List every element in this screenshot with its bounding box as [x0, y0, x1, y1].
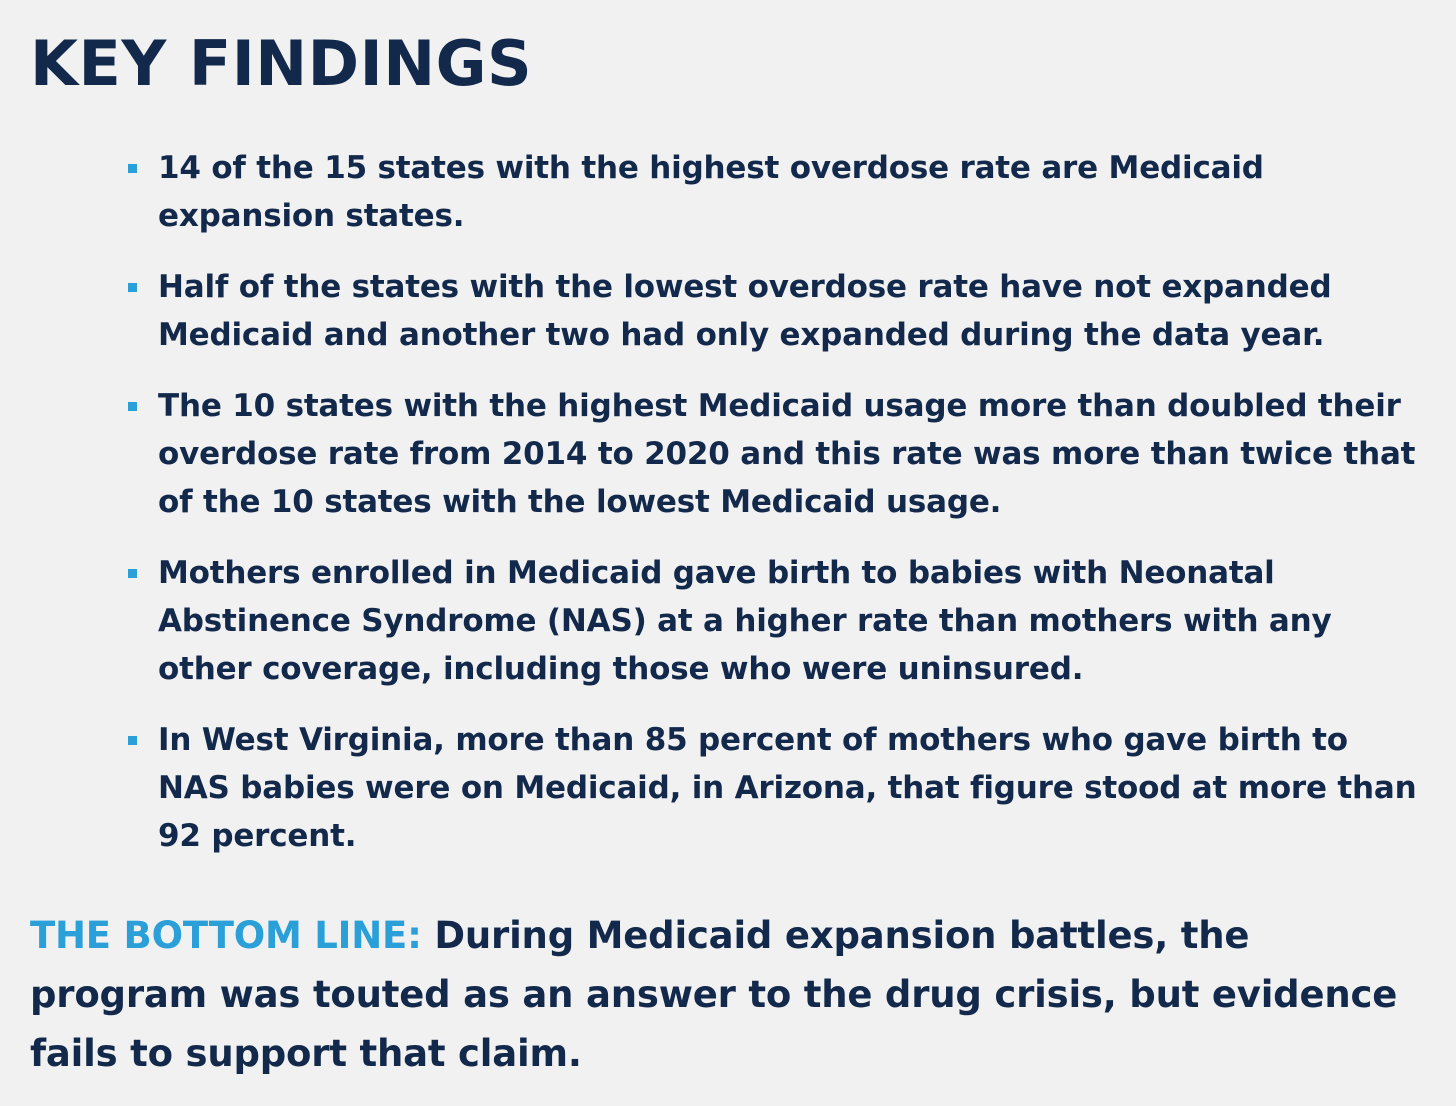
finding-item — [128, 144, 1428, 240]
finding-text: 14 of the 15 states with the highest overdose rate are Medicaid expansion states. — [158, 150, 1264, 234]
finding-text: In West Virginia, more than 85 percent of mothers who gave birth to NAS babies were on Medicaid, in Arizona, that figure stood at more than 92 percent. — [158, 722, 1417, 854]
finding-item — [128, 263, 1428, 359]
bottom-line-text: During Medicaid expansion battles, the program was touted as an answer to the drug crisis, but evidence fails to support that claim. — [30, 914, 1398, 1075]
findings-list — [128, 144, 1428, 883]
bottom-line-statement — [30, 906, 1430, 1083]
finding-text: Mothers enrolled in Medicaid gave birth to babies with Neonatal Abstinence Syndrome (NAS) at a higher rate than mothers with any other coverage, including those who were uninsured. — [158, 555, 1332, 687]
finding-item — [128, 549, 1428, 693]
square-bullet-icon — [128, 164, 137, 173]
finding-item — [128, 382, 1428, 526]
square-bullet-icon — [128, 736, 137, 745]
page-title: KEY FINDINGS — [30, 27, 533, 100]
finding-text: The 10 states with the highest Medicaid usage more than doubled their overdose rate from 2014 to 2020 and this rate was more than twice that of the 10 states with the lowest Medicaid usage. — [158, 388, 1416, 520]
finding-item — [128, 716, 1428, 860]
finding-text: Half of the states with the lowest overdose rate have not expanded Medicaid and another two had only expanded during the data year. — [158, 269, 1332, 353]
bottom-line-label: THE BOTTOM LINE: — [30, 914, 422, 957]
square-bullet-icon — [128, 402, 137, 411]
square-bullet-icon — [128, 569, 137, 578]
square-bullet-icon — [128, 283, 137, 292]
